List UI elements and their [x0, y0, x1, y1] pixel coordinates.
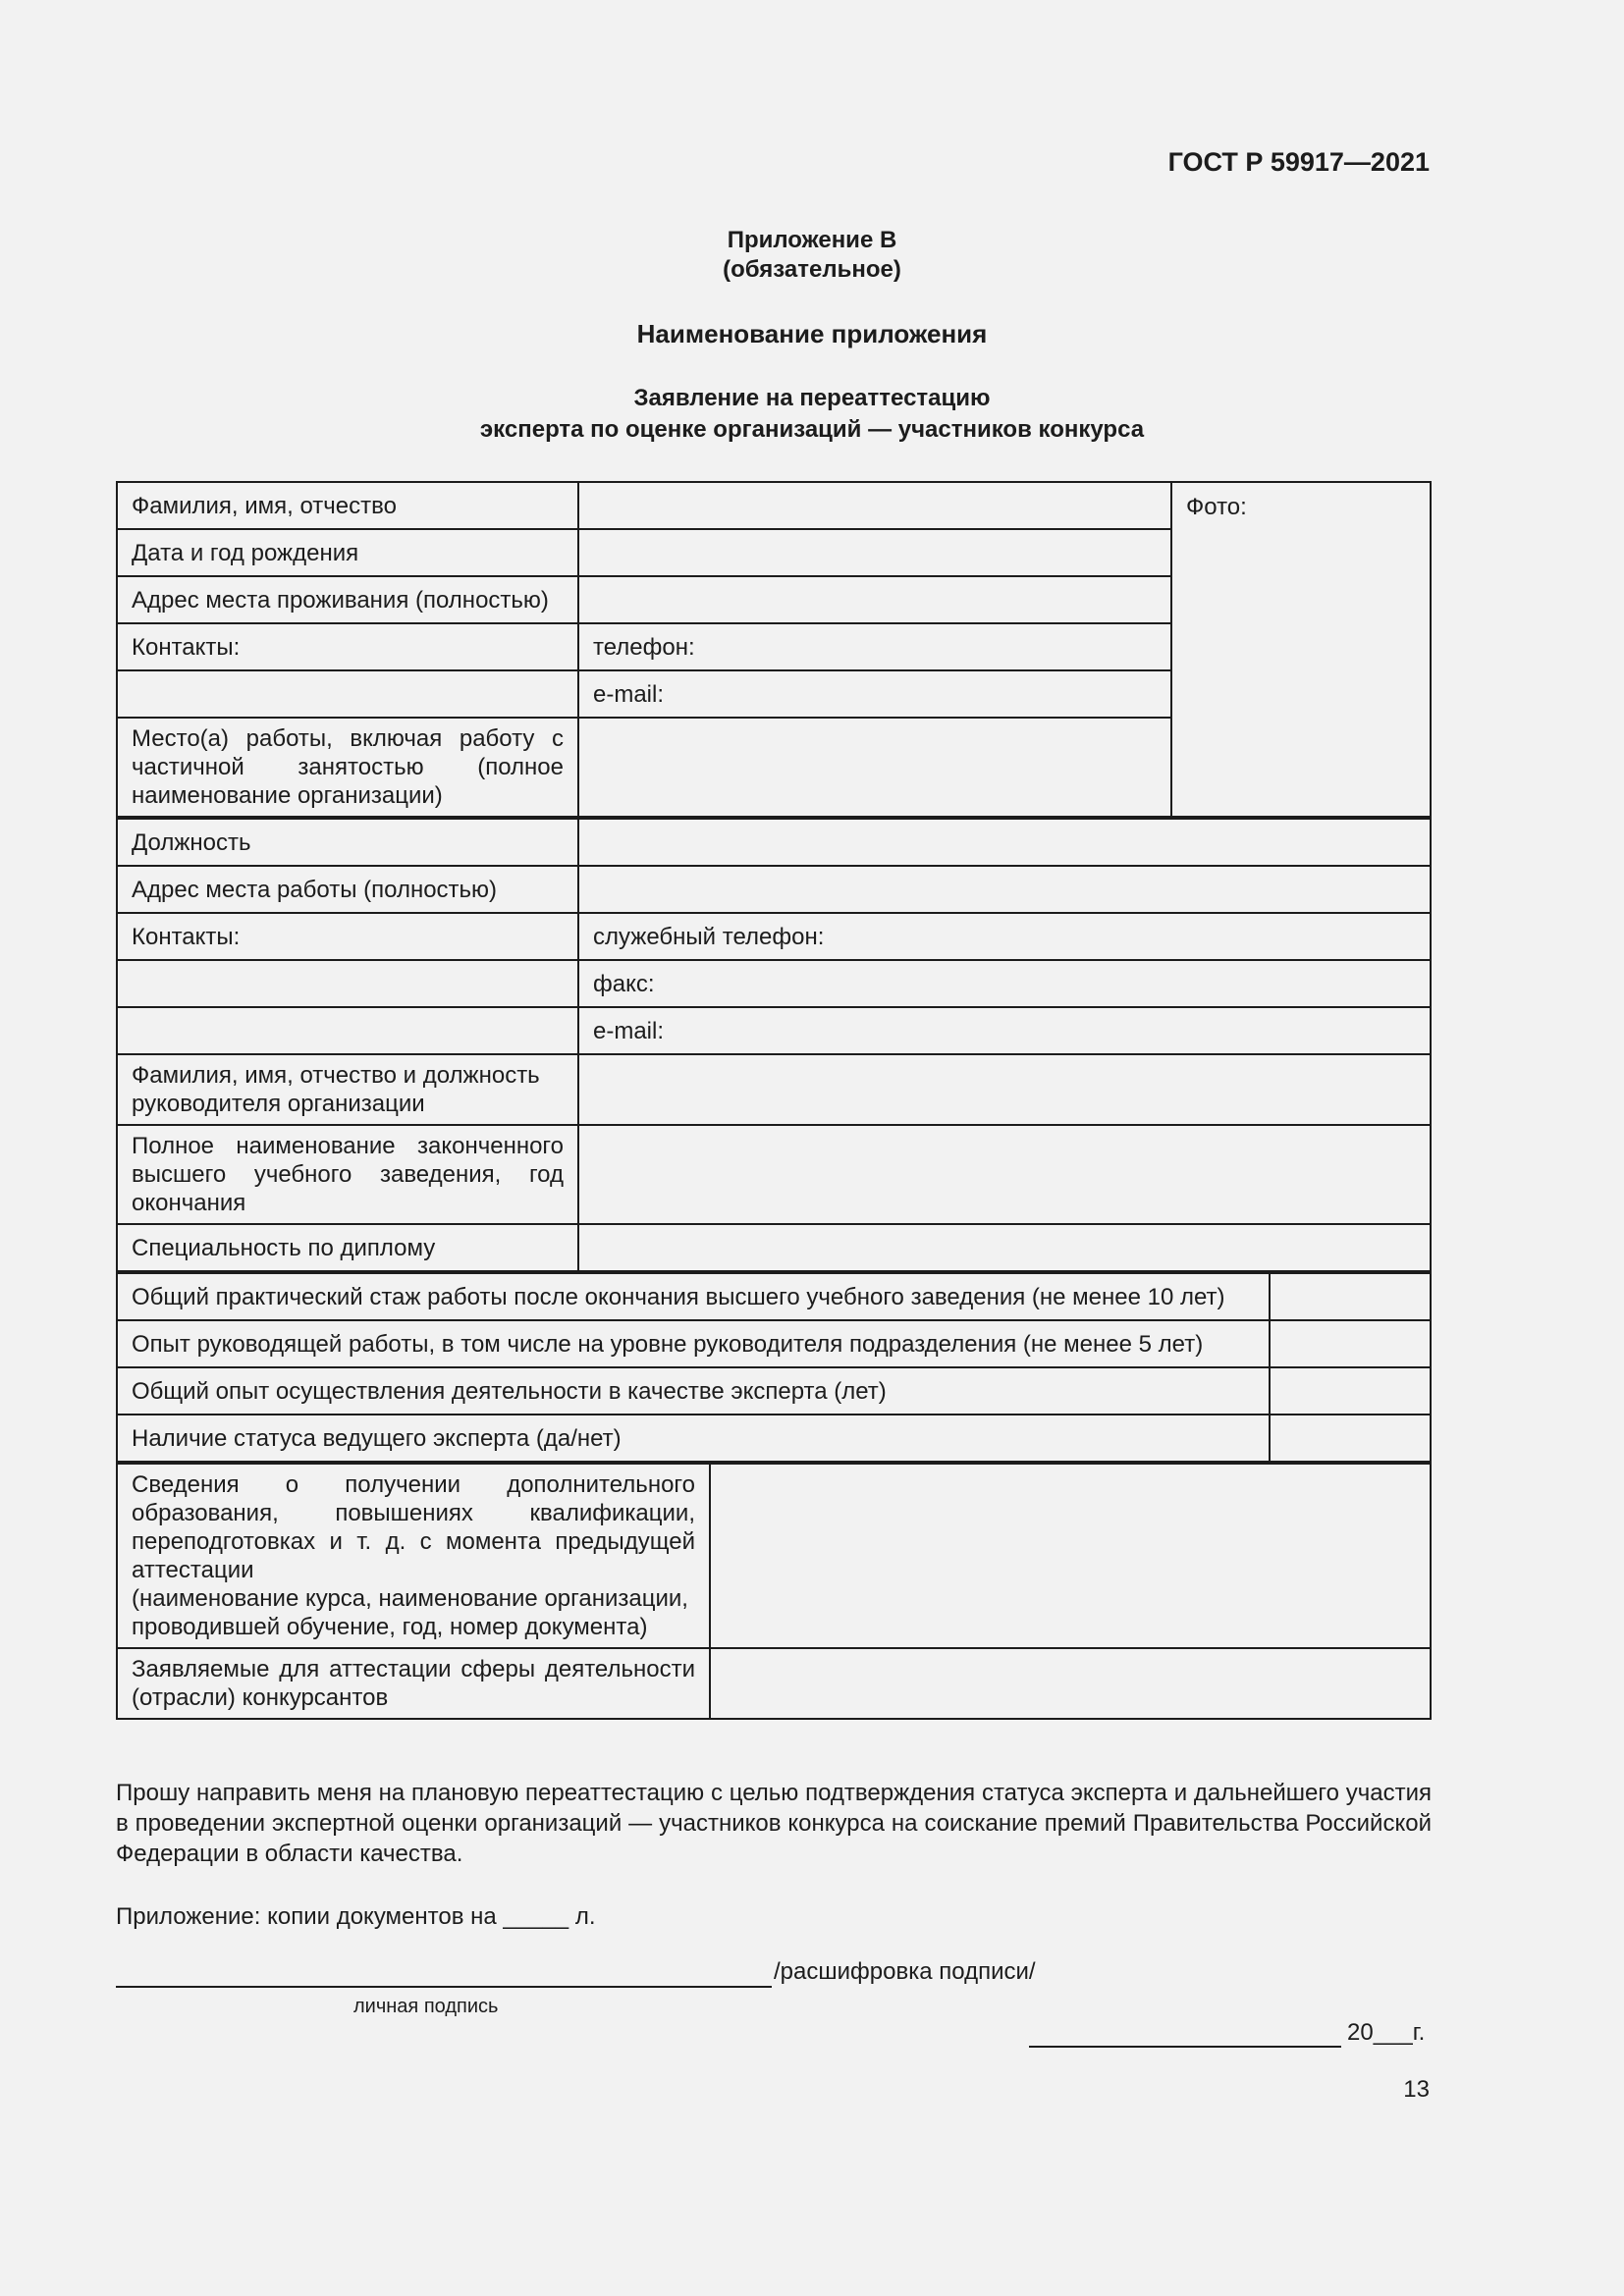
appendix-heading: [0, 226, 1624, 285]
label-management-experience: Опыт руководящей работы, в том числе на уровне руководителя подразделения (не менее 5 лет): [117, 1320, 1270, 1367]
signature-caption: личная подпись: [353, 1996, 499, 2017]
appendix-status: (обязательное): [723, 256, 901, 283]
field-email[interactable]: e-mail:: [578, 670, 1171, 718]
photo-box[interactable]: [1171, 482, 1431, 817]
request-paragraph: Прошу направить меня на плановую переаттестацию с целью подтверждения статуса эксперта и дальнейшего участия в проведении экспертной оценки организаций — участников конкурса на соискание премий Правительства Российской Федерации в области качества.: [116, 1780, 1432, 1867]
additional-section: [116, 1463, 1432, 1720]
label-work-address: Адрес места работы (полностью): [117, 866, 578, 913]
label-address: Адрес места проживания (полностью): [117, 576, 578, 623]
label-practical-experience: Общий практический стаж работы после окончания высшего учебного заведения (не менее 10 лет): [117, 1273, 1270, 1320]
field-phone[interactable]: телефон:: [578, 623, 1171, 670]
personal-section: [116, 481, 1432, 818]
empty-cell: [117, 1007, 578, 1054]
training-note: (наименование курса, наименование организации, проводившей обучение, год, номер документа): [132, 1585, 688, 1640]
label-birth: Дата и год рождения: [117, 529, 578, 576]
attachment-line: Приложение: копии документов на _____ л.: [116, 1903, 596, 1930]
form-title: [0, 383, 1624, 446]
field-address[interactable]: [578, 576, 1171, 623]
field-training[interactable]: [710, 1464, 1431, 1648]
field-birth[interactable]: [578, 529, 1171, 576]
field-work-email[interactable]: e-mail:: [578, 1007, 1431, 1054]
signature-decode-label: /расшифровка подписи/: [774, 1958, 1036, 1985]
label-position: Должность: [117, 819, 578, 866]
form-title-line2: эксперта по оценке организаций — участников конкурса: [479, 416, 1145, 443]
field-spheres[interactable]: [710, 1648, 1431, 1719]
label-lead-status: Наличие статуса ведущего эксперта (да/нет): [117, 1415, 1270, 1462]
page-number: 13: [1403, 2076, 1430, 2103]
photo-label: Фото:: [1186, 494, 1247, 520]
appendix-label: Приложение В: [727, 227, 897, 253]
field-work-address[interactable]: [578, 866, 1431, 913]
field-expert-experience[interactable]: [1270, 1367, 1431, 1415]
label-workplaces: Место(а) работы, включая работу с частичной занятостью (полное наименование организации): [117, 718, 578, 817]
label-full-name: Фамилия, имя, отчество: [117, 482, 578, 529]
work-section: [116, 818, 1432, 1272]
signature-line[interactable]: [116, 1964, 772, 1988]
appendix-name: Наименование приложения: [636, 319, 988, 348]
field-management-experience[interactable]: [1270, 1320, 1431, 1367]
training-text: Сведения о получении дополнительного образования, повышениях квалификации, переподготовках и т. д. с момента предыдущей аттестации: [132, 1471, 695, 1583]
field-fax[interactable]: факс:: [578, 960, 1431, 1007]
field-practical-experience[interactable]: [1270, 1273, 1431, 1320]
field-head[interactable]: [578, 1054, 1431, 1125]
empty-cell: [117, 670, 578, 718]
date-year-suffix: 20___г.: [1347, 2019, 1426, 2046]
label-head: Фамилия, имя, отчество и должность руководителя организации: [117, 1054, 578, 1125]
label-training: [117, 1464, 710, 1648]
field-education[interactable]: [578, 1125, 1431, 1224]
date-line[interactable]: [1029, 2024, 1341, 2048]
label-spheres: Заявляемые для аттестации сферы деятельности (отрасли) конкурсантов: [117, 1648, 710, 1719]
empty-cell: [117, 960, 578, 1007]
field-lead-status[interactable]: [1270, 1415, 1431, 1462]
field-specialty[interactable]: [578, 1224, 1431, 1271]
label-expert-experience: Общий опыт осуществления деятельности в качестве эксперта (лет): [117, 1367, 1270, 1415]
experience-section: [116, 1272, 1432, 1463]
label-contacts: Контакты:: [117, 623, 578, 670]
standard-number: ГОСТ Р 59917—2021: [1167, 147, 1430, 177]
label-education: Полное наименование законченного высшего учебного заведения, год окончания: [117, 1125, 578, 1224]
label-work-contacts: Контакты:: [117, 913, 578, 960]
field-full-name[interactable]: [578, 482, 1171, 529]
label-specialty: Специальность по диплому: [117, 1224, 578, 1271]
field-office-phone[interactable]: служебный телефон:: [578, 913, 1431, 960]
field-position[interactable]: [578, 819, 1431, 866]
form-title-line1: Заявление на переаттестацию: [633, 385, 991, 411]
application-form: [116, 481, 1432, 1720]
field-workplaces[interactable]: [578, 718, 1171, 817]
